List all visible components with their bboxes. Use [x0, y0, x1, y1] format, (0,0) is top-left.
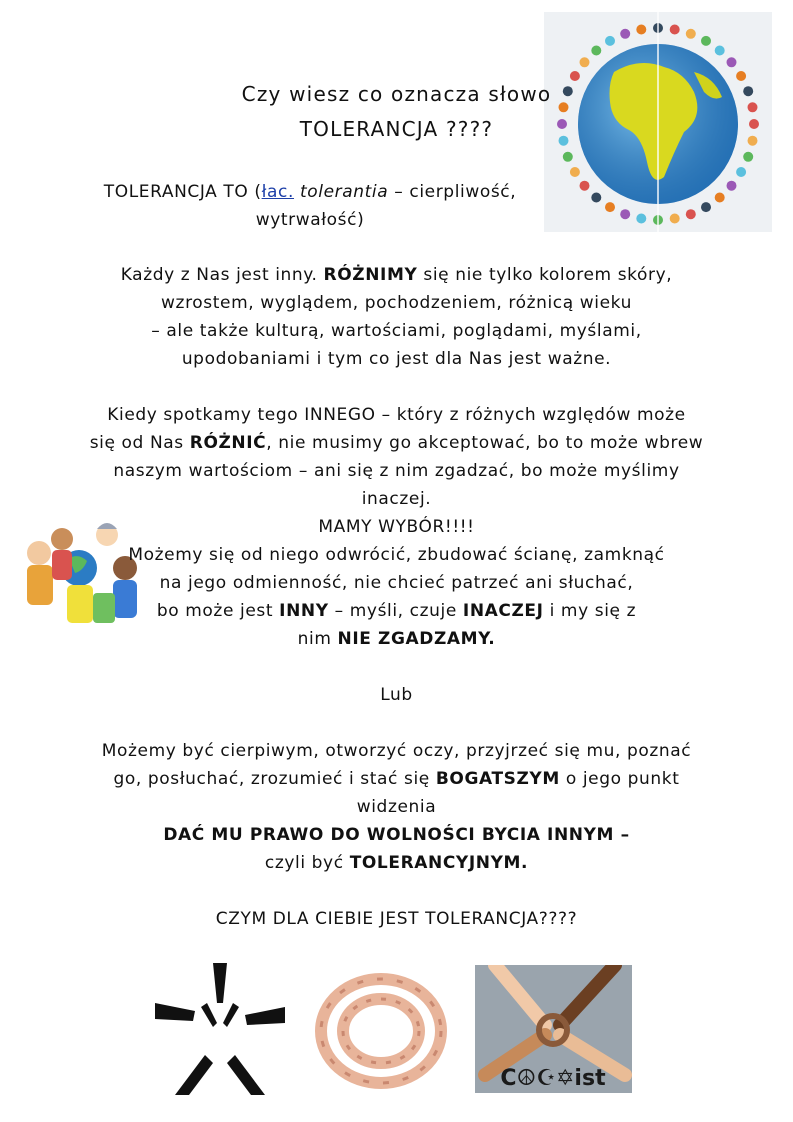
hands-star-image [155, 963, 285, 1095]
person-figure [580, 57, 590, 67]
person-figure [620, 29, 630, 39]
person-figure [715, 193, 725, 203]
hands-circle-image [306, 966, 456, 1096]
p2-line-2: się od Nas RÓŻNIĆ, nie musimy go akceptować, bo to może wbrew [89, 433, 704, 453]
final-question: CZYM DLA CIEBIE JEST TOLERANCJA???? [215, 909, 578, 929]
person-figure [563, 152, 573, 162]
person-figure [736, 167, 746, 177]
title-line-1: Czy wiesz co oznacza słowo [241, 82, 552, 106]
person-figure [727, 181, 737, 191]
p1-line-4: upodobaniami i tym co jest dla Nas jest ważne. [181, 349, 612, 369]
latin-link[interactable]: łac. [261, 182, 295, 202]
p2-line-1: Kiedy spotkamy tego INNEGO – który z różnych względów może [107, 405, 686, 425]
p4-line-3: widzenia [356, 797, 437, 817]
p1-line-3: – ale także kulturą, wartościami, poglądami, myślami, [151, 321, 642, 341]
person-figure [727, 57, 737, 67]
person-figure [686, 29, 696, 39]
person-figure [743, 152, 753, 162]
or-text: Lub [380, 685, 413, 705]
person-figure [670, 214, 680, 224]
person-figure [570, 167, 580, 177]
p4-line-5: czyli być TOLERANCYJNYM. [264, 853, 529, 873]
person-figure [686, 209, 696, 219]
coexist-label: C☮☪✡ist [500, 1066, 606, 1091]
person-figure [636, 214, 646, 224]
title-line-2: TOLERANCJA ???? [299, 117, 494, 141]
definition-line-2: wytrwałość) [255, 210, 365, 230]
hands-coexist-image [475, 965, 632, 1093]
p3-line-3: bo może jest INNY – myśli, czuje INACZEJ i my się z [156, 601, 637, 621]
person-figure [570, 71, 580, 81]
definition-line-1: TOLERANCJA TO (łac. tolerantia – cierpliwość, [103, 182, 517, 202]
person-figure [701, 202, 711, 212]
p2-line-3: naszym wartościom – ani się z nim zgadzać, bo może myślimy [113, 461, 680, 481]
p3-line-2: na jego odmienność, nie chcieć patrzeć ani słuchać, [159, 573, 634, 593]
p1-line-2: wzrostem, wyglądem, pochodzeniem, różnicą wieku [161, 293, 632, 313]
person-figure [636, 25, 646, 35]
p4-line-4: DAĆ MU PRAWO DO WOLNOŚCI BYCIA INNYM – [163, 825, 630, 845]
p4-line-1: Możemy być cierpiwym, otworzyć oczy, przyjrzeć się mu, poznać [101, 741, 692, 761]
p2-line-4: inaczej. [361, 489, 432, 509]
person-figure [701, 36, 711, 46]
person-figure [605, 36, 615, 46]
p3-line-4: nim NIE ZGADZAMY. [297, 629, 496, 649]
choice-heading: MAMY WYBÓR!!!! [318, 517, 475, 537]
p3-line-1: Możemy się od niego odwrócić, zbudować ścianę, zamknąć [128, 545, 665, 565]
person-figure [591, 46, 601, 56]
person-figure [670, 25, 680, 35]
person-figure [715, 46, 725, 56]
p4-line-2: go, posłuchać, zrozumieć i stać się BOGATSZYM o jego punkt [113, 769, 680, 789]
person-figure [736, 71, 746, 81]
person-figure [620, 209, 630, 219]
p1-line-1: Każdy z Nas jest inny. RÓŻNIMY się nie tylko kolorem skóry, [120, 265, 673, 285]
